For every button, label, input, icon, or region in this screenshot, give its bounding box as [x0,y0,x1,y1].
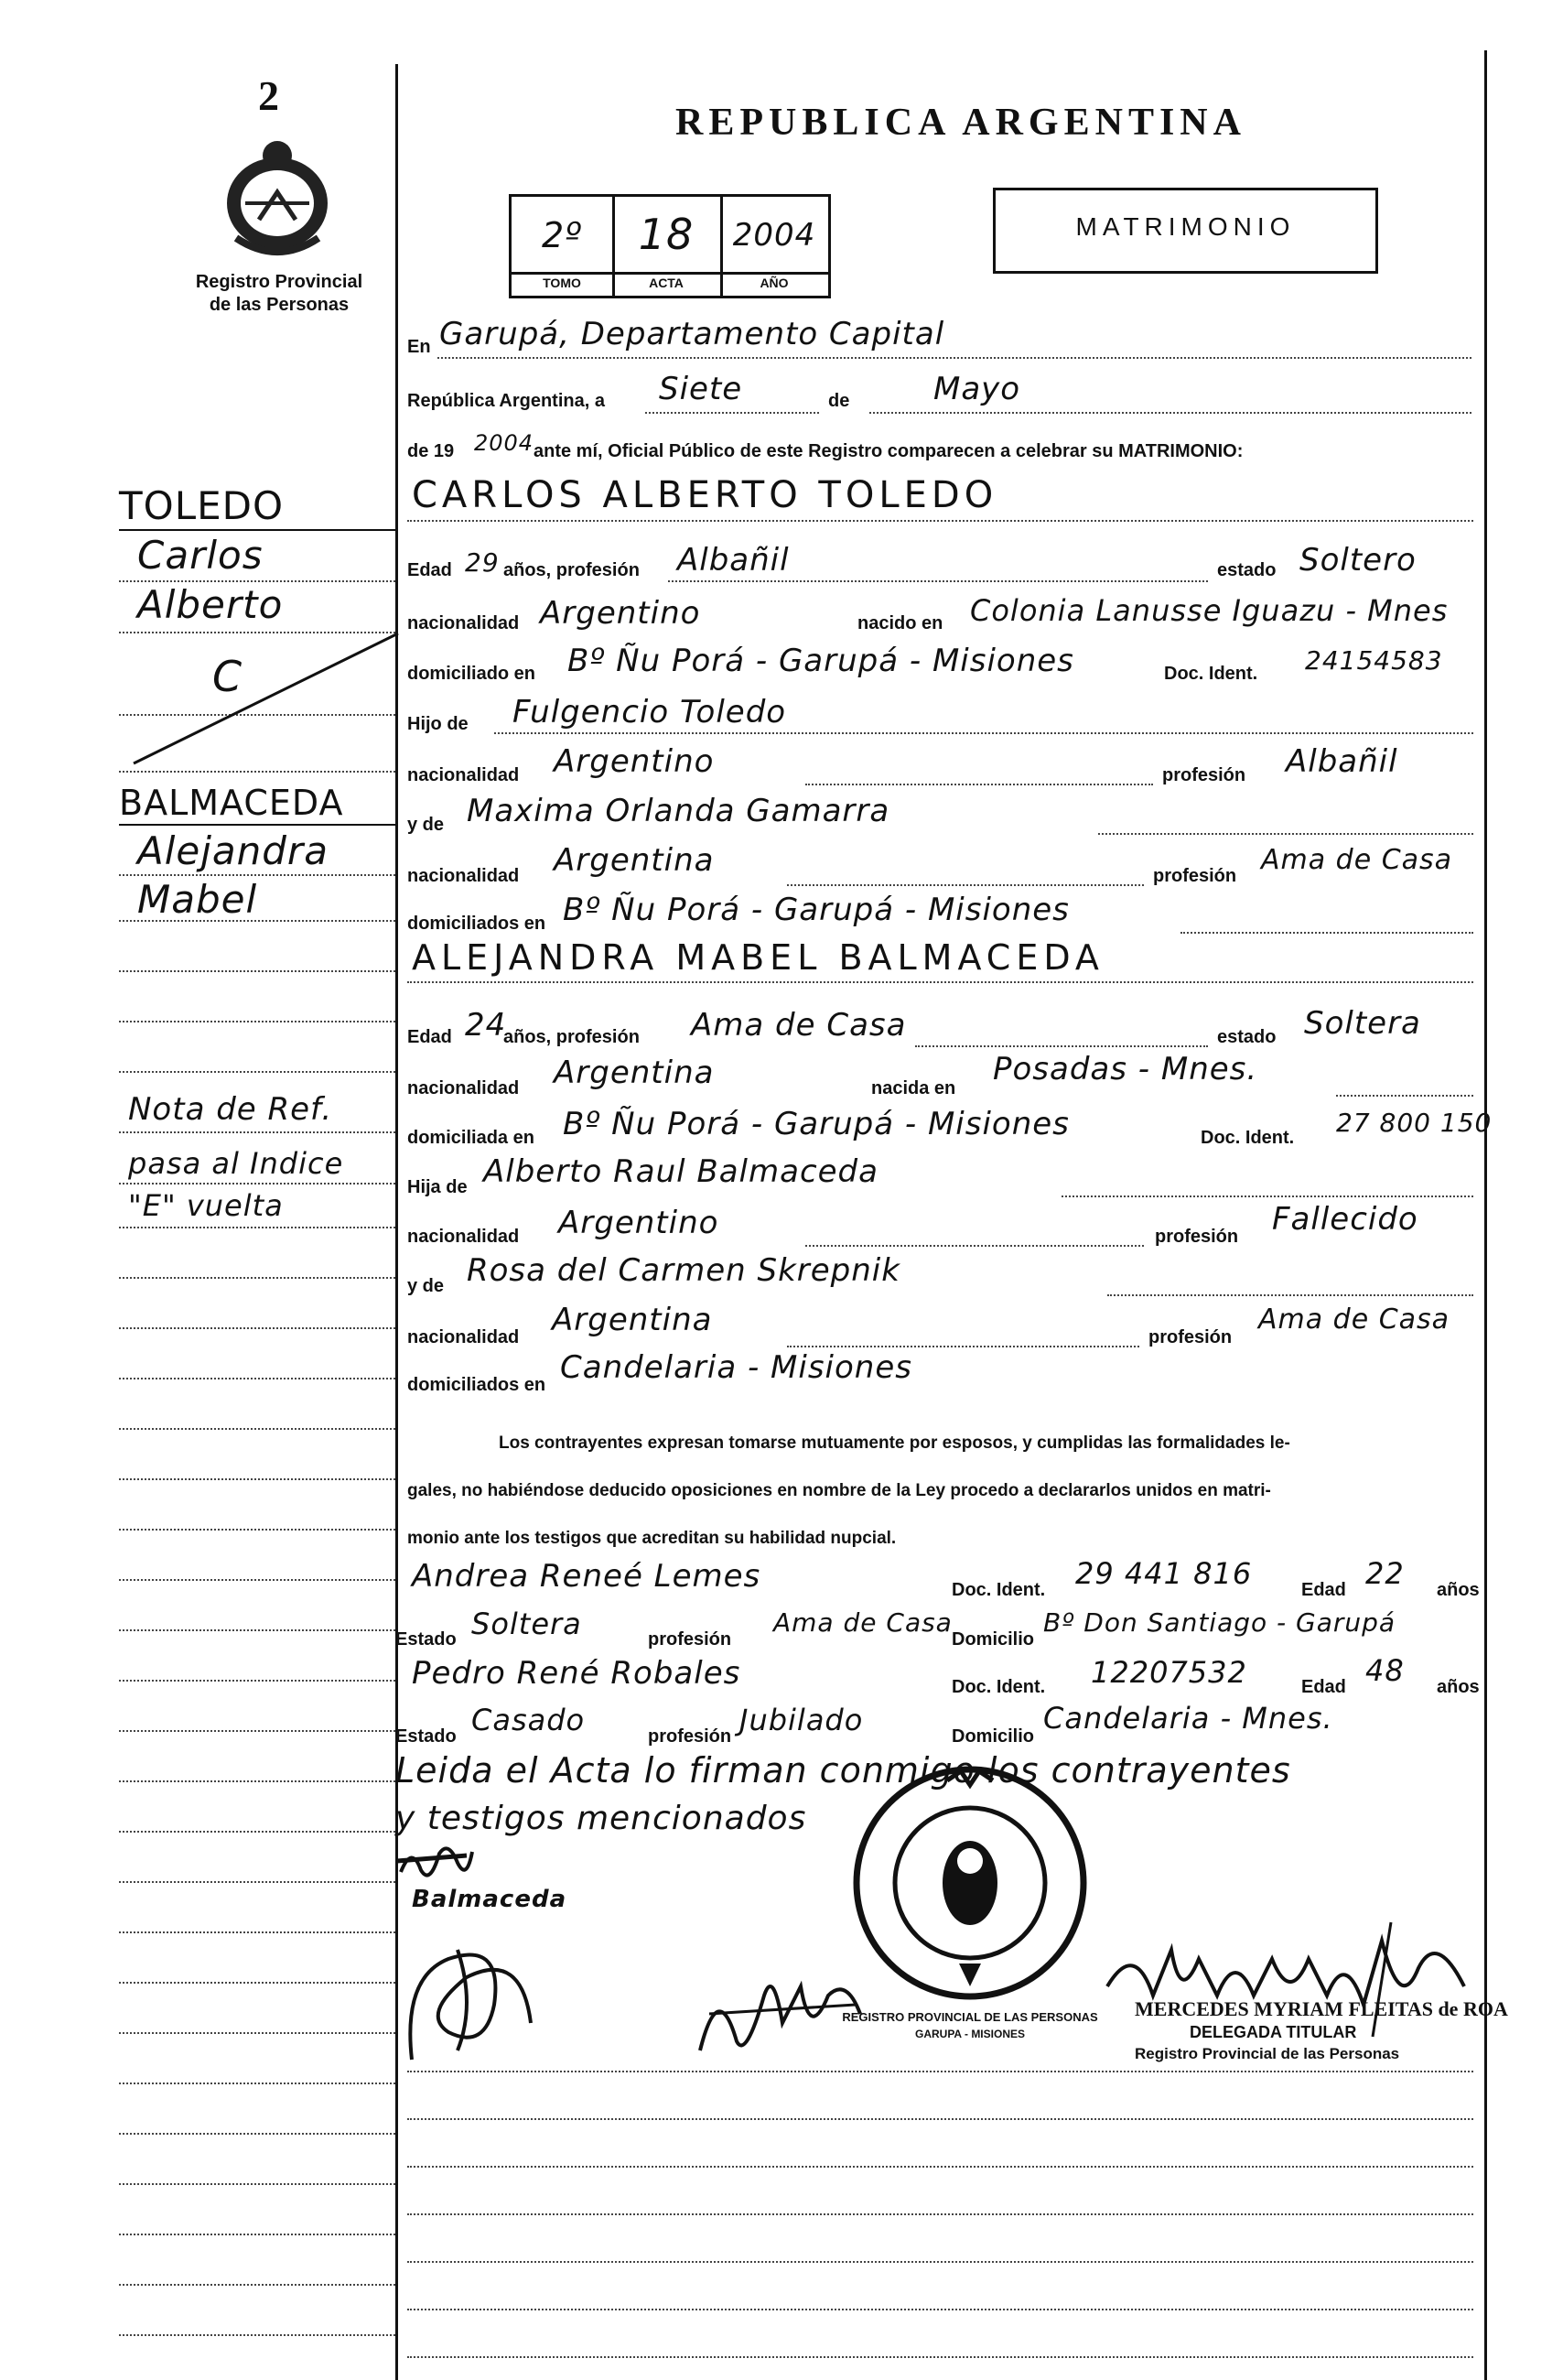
groom-mother-prof-label: profesión [1153,866,1237,886]
groom-father-profession: Albañil [1286,743,1398,780]
margin-ruled-line [119,1982,395,1984]
bride-anos-prof-label: años, profesión [503,1027,640,1047]
margin-groom-surname: TOLEDO [119,483,285,528]
margin-ruled-line [119,2082,395,2084]
bride-mother-prof-label: profesión [1148,1327,1233,1347]
groom-profession: Albañil [677,542,790,579]
declaration-line1: Los contrayentes expresan tomarse mutuamente por esposos, y cumplidas las formalidades le- [499,1433,1290,1453]
margin-ruled-line [119,2284,395,2286]
right-border [1484,50,1487,2380]
groom-anos-prof-label: años, profesión [503,560,640,580]
official-title: DELEGADA TITULAR [1190,2023,1357,2041]
de-label: de [828,391,850,411]
bride-father: Alberto Raul Balmaceda [483,1153,879,1190]
en-label: En [407,337,431,357]
groom-hijo-label: Hijo de [407,714,469,734]
month-value: Mayo [933,371,1021,407]
groom-mother-profession: Ama de Casa [1261,844,1453,876]
bride-father-nationality: Argentino [558,1205,719,1241]
witness2-signature-scribble [691,1959,865,2060]
witness-signature-scribble [393,1922,549,2069]
witness1-edad-label: Edad [1301,1580,1346,1600]
margin-bride-name2: Mabel [137,877,258,922]
seal-inner-text: GARUPA - MISIONES [914,2028,1025,2040]
witness1-status: Soltera [471,1606,582,1641]
groom-mother-nationality: Argentina [554,842,715,879]
witness1-anos-label: años [1437,1580,1480,1600]
bride-domicile: Bº Ñu Porá - Garupá - Misiones [563,1106,1070,1142]
bride-estado-label: estado [1217,1027,1277,1047]
acta-value: 18 [638,210,695,259]
margin-cancel-stroke [128,630,403,767]
bride-father-prof-label: profesión [1155,1227,1239,1247]
margin-ruled-line [119,1730,395,1732]
ruled-line [407,2261,1473,2263]
witness2-estado-label: Estado [395,1726,457,1747]
bride-mother: Rosa del Carmen Skrepnik [467,1252,900,1289]
page-number: 2 [258,72,279,119]
groom-parents-dom-label: domiciliados en [407,914,546,934]
margin-ruled-line [119,1478,395,1480]
ruled-line [407,2118,1473,2120]
groom-edad-label: Edad [407,560,452,580]
margin-ruled-line [119,2133,395,2135]
witness2-domicile: Candelaria - Mnes. [1043,1701,1333,1736]
margin-note-line2: pasa al Indice [128,1146,344,1181]
margin-ruled-line [119,1931,395,1933]
reference-box [509,194,831,298]
day-value: Siete [659,371,743,407]
tomo-label: TOMO [543,276,581,290]
declaration-line2: gales, no habiéndose deducido oposiciones en nombre de la Ley procedo a declararlos unidos en matri- [407,1481,1271,1500]
bride-doc-label: Doc. Ident. [1201,1128,1295,1148]
groom-father-nationality: Argentino [554,743,715,780]
groom-parents-domicile: Bº Ñu Porá - Garupá - Misiones [563,892,1070,928]
groom-doc-label: Doc. Ident. [1164,664,1258,684]
country-title: REPUBLICA ARGENTINA [675,102,1246,144]
witness2-dom-label: Domicilio [952,1726,1035,1747]
seal-ring-text: REGISTRO PROVINCIAL DE LAS PERSONAS [842,2010,1098,2024]
bride-father-profession: Fallecido [1272,1201,1418,1238]
witness2-prof-label: profesión [648,1726,732,1747]
registry-name-line2: de las Personas [209,295,350,315]
margin-ruled-line [119,2032,395,2034]
bride-yde-label: y de [407,1276,445,1296]
year-value: 2004 [474,430,534,456]
witness2-doc: 12207532 [1091,1655,1247,1690]
witness1-name: Andrea Reneé Lemes [412,1558,761,1595]
bride-mother-nationality: Argentina [552,1302,713,1338]
bride-nationality: Argentina [554,1055,715,1091]
witness2-anos-label: años [1437,1677,1480,1697]
tomo-value: 2º [541,215,583,255]
acta-label: ACTA [649,276,684,290]
groom-age: 29 [465,547,500,578]
bride-dom-label: domiciliada en [407,1128,534,1148]
margin-note-line3: "E" vuelta [128,1188,284,1223]
groom-full-name: CARLOS ALBERTO TOLEDO [412,474,998,516]
ano-label: AÑO [760,276,789,290]
official-signature [1098,1913,1482,2041]
groom-nacido-label: nacido en [857,613,943,633]
bride-birthplace: Posadas - Mnes. [993,1051,1258,1087]
registry-name-line1: Registro Provincial [195,272,363,292]
margin-ruled-line [119,1780,395,1782]
witness1-domicile: Bº Don Santiago - Garupá [1043,1607,1396,1638]
margin-bride-name1: Alejandra [137,828,329,873]
margin-mark: C [212,652,243,701]
margin-ruled-line [119,1529,395,1531]
groom-civil-status: Soltero [1299,542,1417,579]
bride-age: 24 [465,1007,507,1044]
year-prefix: de 19 [407,441,455,461]
bride-signature: Balmaceda [412,1886,567,1913]
ruled-line [407,2071,1473,2072]
groom-mother-nac-label: nacionalidad [407,866,520,886]
margin-groom-name2: Alberto [137,582,284,627]
bride-nac-label: nacionalidad [407,1078,520,1098]
bride-nacida-label: nacida en [871,1078,956,1098]
groom-signature-scribble [393,1835,476,1890]
place-value: Garupá, Departamento Capital [439,316,945,352]
margin-note-line1: Nota de Ref. [128,1091,333,1128]
bride-father-nac-label: nacionalidad [407,1227,520,1247]
witness1-profession: Ama de Casa [773,1607,953,1638]
margin-ruled-line [119,1378,395,1379]
groom-dom-label: domiciliado en [407,664,536,684]
margin-ruled-line [119,1277,395,1279]
witness2-age: 48 [1365,1653,1405,1688]
bride-mother-profession: Ama de Casa [1258,1304,1450,1336]
ruled-line [407,2309,1473,2310]
margin-ruled-line [119,1428,395,1430]
margin-ruled-line [119,1629,395,1631]
bride-parents-domicile: Candelaria - Misiones [560,1349,912,1386]
closing-line1: Leida el Acta lo firman conmigo los contrayentes [395,1750,1291,1790]
republica-label: República Argentina, a [407,391,605,411]
bride-edad-label: Edad [407,1027,452,1047]
ano-value: 2004 [732,217,816,254]
bride-civil-status: Soltera [1304,1005,1421,1042]
witness2-edad-label: Edad [1301,1677,1346,1697]
margin-bride-surname: BALMACEDA [119,783,344,823]
closing-line2: y testigos mencionados [395,1800,807,1837]
ruled-line [407,2356,1473,2358]
groom-estado-label: estado [1217,560,1277,580]
witness2-name: Pedro René Robales [412,1655,741,1692]
witness1-doc: 29 441 816 [1075,1556,1253,1591]
margin-ruled-line [119,2183,395,2185]
groom-domicile: Bº Ñu Porá - Garupá - Misiones [567,643,1074,679]
bride-full-name: ALEJANDRA MABEL BALMACEDA [412,937,1105,978]
groom-birthplace: Colonia Lanusse Iguazu - Mnes [970,593,1449,628]
groom-mother: Maxima Orlanda Gamarra [467,793,890,829]
margin-ruled-line [119,1831,395,1833]
margin-ruled-line [119,2234,395,2235]
coat-of-arms-icon [209,137,346,261]
witness2-profession: Jubilado [739,1703,864,1737]
witness1-age: 22 [1365,1556,1405,1591]
margin-ruled-line [119,1881,395,1883]
bride-profession: Ama de Casa [691,1007,907,1044]
ruled-line [407,2213,1473,2215]
bride-doc: 27 800 150 [1336,1108,1493,1138]
witness2-doc-label: Doc. Ident. [952,1677,1046,1697]
official-name: MERCEDES MYRIAM FLEITAS de ROA [1135,1997,1508,2020]
margin-ruled-line [119,2334,395,2336]
year-suffix: ante mí, Oficial Público de este Registro comparecen a celebrar su MATRIMONIO: [534,441,1244,461]
groom-nationality: Argentino [540,595,701,632]
official-office: Registro Provincial de las Personas [1135,2045,1400,2062]
groom-father: Fulgencio Toledo [512,694,787,730]
groom-doc: 24154583 [1305,645,1443,676]
groom-father-nac-label: nacionalidad [407,765,520,785]
bride-mother-nac-label: nacionalidad [407,1327,520,1347]
witness1-prof-label: profesión [648,1629,732,1650]
witness1-dom-label: Domicilio [952,1629,1035,1650]
witness2-status: Casado [471,1703,586,1737]
margin-ruled-line [119,1327,395,1329]
groom-yde-label: y de [407,815,445,835]
witness1-estado-label: Estado [395,1629,457,1650]
official-seal-icon [851,1762,1089,2005]
groom-father-prof-label: profesión [1162,765,1246,785]
witness1-doc-label: Doc. Ident. [952,1580,1046,1600]
bride-parents-dom-label: domiciliados en [407,1375,546,1395]
margin-ruled-line [119,1579,395,1581]
groom-nac-label: nacionalidad [407,613,520,633]
document-type: MATRIMONIO [1075,212,1296,241]
margin-ruled-line [119,1680,395,1682]
declaration-line3: monio ante los testigos que acreditan su habilidad nupcial. [407,1529,897,1548]
ruled-line [407,2166,1473,2168]
bride-hija-label: Hija de [407,1177,468,1197]
margin-groom-name1: Carlos [137,533,264,578]
document-type-box [993,188,1378,274]
